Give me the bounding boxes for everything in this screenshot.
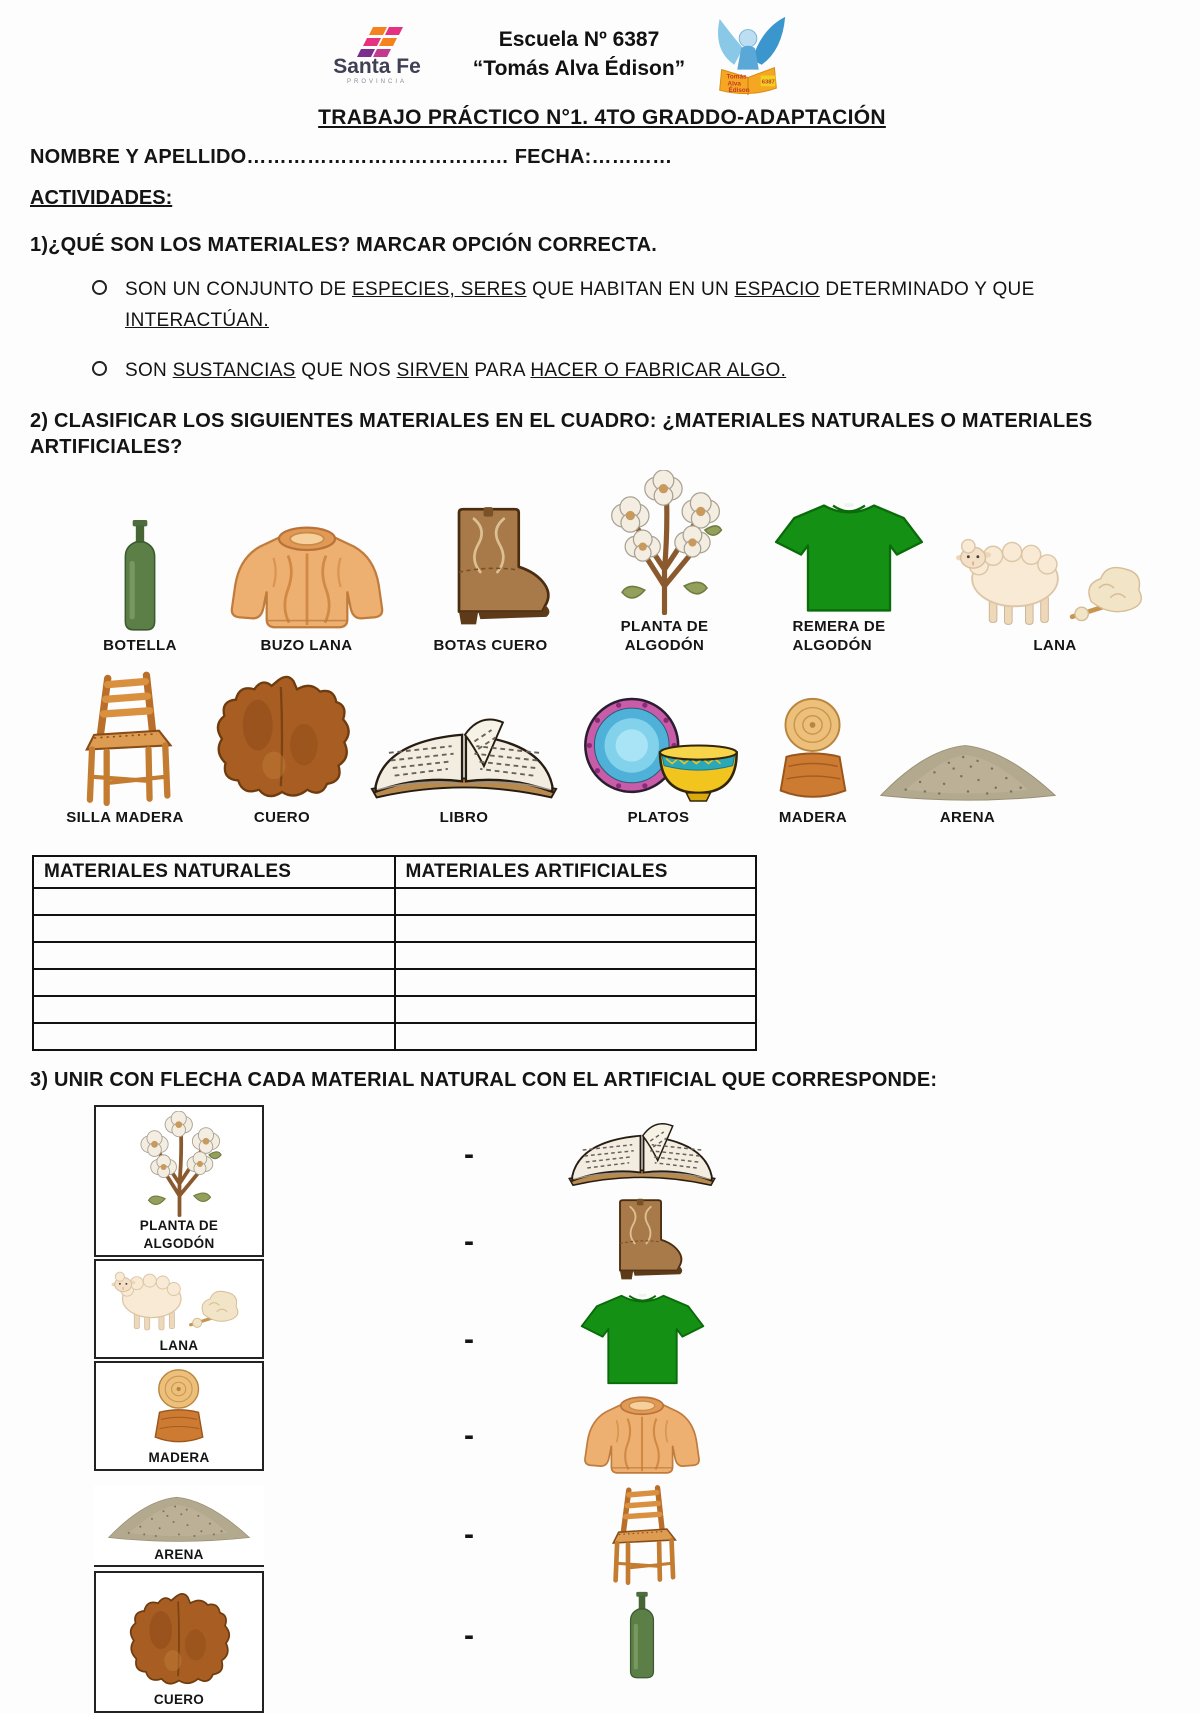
boot-icon <box>598 1198 686 1286</box>
material-item-arena <box>875 734 1060 828</box>
sweater-icon <box>578 1393 706 1478</box>
activities-heading: ACTIVIDADES: <box>30 187 173 209</box>
material-label: BOTAS CUERO <box>433 636 548 654</box>
log-icon <box>767 695 859 806</box>
material-item-lana <box>950 529 1160 656</box>
match-left-label: LANA <box>159 1337 199 1353</box>
material-label: SILLA MADERA <box>66 808 184 826</box>
book-icon <box>364 711 564 806</box>
logo-number: 6387 <box>761 79 775 86</box>
table-row <box>33 942 756 969</box>
classification-table <box>32 855 757 1051</box>
table-empty-cell[interactable] <box>395 1023 757 1050</box>
school-line2: “Tomás Alva Édison” <box>472 57 686 80</box>
q2-prompt: 2) CLASIFICAR LOS SIGUIENTES MATERIALES EN EL CUADRO: ¿MATERIALES NATURALES O MATERIALES ARTIFICIALES? <box>30 410 1093 459</box>
cotton-plant-icon <box>127 1111 232 1217</box>
table-empty-cell[interactable] <box>33 888 395 915</box>
material-item-madera <box>753 695 873 828</box>
table-row <box>33 915 756 942</box>
brand-name: Santa Fe <box>333 55 421 78</box>
sweater-icon <box>223 522 391 634</box>
material-label: BUZO LANA <box>260 636 353 654</box>
plates-icon <box>573 695 745 806</box>
table-row <box>33 996 756 1023</box>
name-date-line <box>30 146 1174 169</box>
q1-options <box>92 274 1174 386</box>
q1-option-2 <box>92 355 1122 386</box>
material-label: PLANTA DE ALGODÓN <box>620 618 709 654</box>
match-right-silla[interactable] <box>464 1484 784 1585</box>
table-empty-cell[interactable] <box>33 915 395 942</box>
match-dash: - <box>464 1517 474 1551</box>
sheep-wool-icon <box>108 1265 250 1336</box>
match-left-lana[interactable] <box>94 1259 264 1359</box>
date-label: FECHA: <box>514 146 592 168</box>
tshirt-icon <box>769 501 929 615</box>
boot-icon <box>427 506 555 634</box>
match-right-bota[interactable] <box>464 1198 784 1286</box>
table-empty-cell[interactable] <box>33 1023 395 1050</box>
name-label: NOMBRE Y APELLIDO <box>30 146 247 168</box>
match-right-buzo[interactable] <box>464 1393 784 1478</box>
match-dash: - <box>464 1322 474 1356</box>
material-item-libro <box>364 711 564 828</box>
page-title: TRABAJO PRÁCTICO N°1. 4TO GRADDO-ADAPTACIÓN <box>318 106 886 129</box>
match-left-label: CUERO <box>153 1691 205 1707</box>
table-empty-cell[interactable] <box>395 888 757 915</box>
material-label: LANA <box>1033 636 1077 654</box>
q1-option-2-text: SON SUSTANCIAS QUE NOS SIRVEN PARA HACER O FABRICAR ALGO. <box>125 359 787 381</box>
match-left-cuero[interactable] <box>94 1571 264 1713</box>
material-label: BOTELLA <box>103 636 177 654</box>
table-row <box>33 888 756 915</box>
sand-icon <box>877 734 1059 806</box>
material-label: PLATOS <box>627 808 690 826</box>
q3-prompt: 3) UNIR CON FLECHA CADA MATERIAL NATURAL CON EL ARTIFICIAL QUE CORRESPONDE: <box>30 1069 938 1092</box>
matching-exercise <box>94 1105 1174 1713</box>
match-left-label: PLANTA DE ALGODÓN <box>139 1218 219 1251</box>
table-empty-cell[interactable] <box>33 996 395 1023</box>
q1-option-1-text: SON UN CONJUNTO DE ESPECIES, SERES QUE HABITAN EN UN ESPACIO DETERMINADO Y QUE INTERACTÚAN. <box>125 279 1035 332</box>
school-line1: Escuela Nº 6387 <box>498 27 660 51</box>
q1-option-1 <box>92 274 1122 337</box>
hide-icon <box>207 673 357 806</box>
logo-line3: Édison <box>728 87 750 95</box>
table-row <box>33 969 756 996</box>
sheep-wool-icon <box>955 529 1155 634</box>
table-empty-cell[interactable] <box>33 969 395 996</box>
material-item-planta-algodon <box>582 470 747 656</box>
material-label: CUERO <box>253 808 311 826</box>
school-logo-icon <box>705 11 793 97</box>
logo-line2: Alva <box>727 80 742 88</box>
match-right-column <box>464 1105 784 1713</box>
brand-sub: PROVINCIA <box>346 79 407 85</box>
santa-fe-bars-icon <box>357 27 403 57</box>
material-item-buzo <box>214 522 399 656</box>
match-dash: - <box>464 1418 474 1452</box>
table-header-naturales: MATERIALES NATURALES <box>33 856 395 888</box>
table-empty-cell[interactable] <box>395 969 757 996</box>
header <box>0 8 1119 100</box>
table-empty-cell[interactable] <box>395 996 757 1023</box>
radio-icon[interactable] <box>92 280 107 295</box>
hide-icon <box>122 1591 236 1691</box>
material-label: MADERA <box>778 808 848 826</box>
match-left-planta-algodon[interactable] <box>94 1105 264 1257</box>
match-left-label: ARENA <box>154 1546 204 1562</box>
table-empty-cell[interactable] <box>33 942 395 969</box>
table-row <box>33 1023 756 1050</box>
match-left-label: MADERA <box>148 1449 210 1465</box>
q1-prompt: 1)¿QUÉ SON LOS MATERIALES? MARCAR OPCIÓN CORRECTA. <box>30 234 658 256</box>
log-icon <box>142 1367 216 1448</box>
cotton-plant-icon <box>597 470 732 615</box>
match-left-madera[interactable] <box>94 1361 264 1471</box>
match-right-libro[interactable] <box>464 1117 784 1192</box>
material-item-remera <box>756 501 941 656</box>
table-header-artificiales: MATERIALES ARTIFICIALES <box>395 856 757 888</box>
match-dash: - <box>464 1225 474 1259</box>
match-left-column <box>94 1105 264 1713</box>
tshirt-icon <box>576 1292 709 1387</box>
material-item-cuero <box>202 673 362 828</box>
bottle-icon <box>117 519 163 634</box>
radio-icon[interactable] <box>92 361 107 376</box>
material-item-platos <box>566 695 751 828</box>
date-fill-field[interactable]: ………… <box>591 146 673 168</box>
sand-icon <box>99 1488 259 1546</box>
bottle-icon <box>624 1591 660 1681</box>
book-icon <box>563 1117 721 1192</box>
school-name <box>473 25 685 84</box>
name-fill-field[interactable]: ………………………………… <box>246 146 509 168</box>
chair-icon <box>603 1484 681 1585</box>
santa-fe-logo <box>301 23 453 85</box>
match-left-arena[interactable] <box>94 1485 264 1567</box>
material-label: REMERA DE ALGODÓN <box>792 618 886 654</box>
match-dash: - <box>464 1137 474 1171</box>
logo-line1: Tomás <box>726 73 747 81</box>
material-item-botas <box>408 506 573 656</box>
table-empty-cell[interactable] <box>395 915 757 942</box>
material-item-botella <box>75 519 205 656</box>
table-empty-cell[interactable] <box>395 942 757 969</box>
match-right-botella[interactable] <box>464 1591 784 1681</box>
chair-icon <box>73 670 178 806</box>
material-label: ARENA <box>939 808 996 826</box>
material-label: LIBRO <box>439 808 489 826</box>
match-dash: - <box>464 1619 474 1653</box>
materials-row-2 <box>50 670 1060 828</box>
materials-row-1 <box>75 470 1160 656</box>
material-item-silla <box>50 670 200 828</box>
match-right-remera[interactable] <box>464 1292 784 1387</box>
